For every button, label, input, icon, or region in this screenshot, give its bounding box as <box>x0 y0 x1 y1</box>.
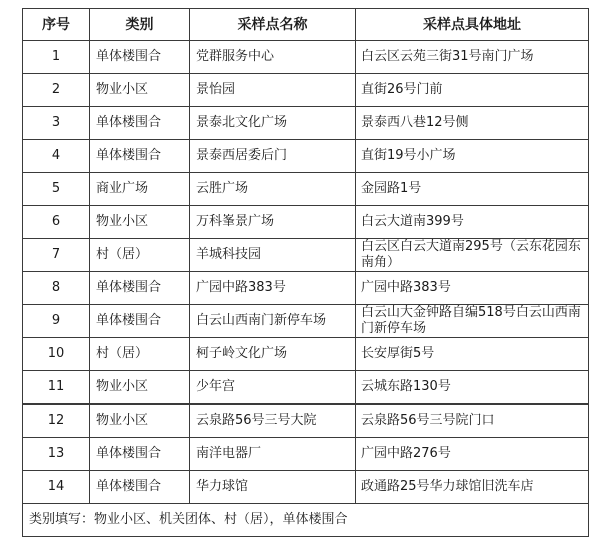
row-address: 广园中路276号 <box>356 438 589 471</box>
row-site-name: 南洋电器厂 <box>190 438 356 471</box>
row-category: 村（居） <box>90 338 190 371</box>
table-row <box>23 404 589 438</box>
header-address: 采样点具体地址 <box>356 9 589 41</box>
row-index: 3 <box>23 107 90 140</box>
table-row <box>23 173 589 206</box>
row-category: 物业小区 <box>90 404 190 438</box>
table-row <box>23 272 589 305</box>
table-row <box>23 140 589 173</box>
row-site-name: 景泰北文化广场 <box>190 107 356 140</box>
header-site-name: 采样点名称 <box>190 9 356 41</box>
row-site-name: 少年宫 <box>190 371 356 405</box>
row-index: 14 <box>23 471 90 504</box>
row-address: 直街19号小广场 <box>356 140 589 173</box>
table-row <box>23 305 589 338</box>
row-address: 白云区云苑三街31号南门广场 <box>356 41 589 74</box>
row-site-name: 云胜广场 <box>190 173 356 206</box>
row-index: 8 <box>23 272 90 305</box>
row-category: 单体楼围合 <box>90 41 190 74</box>
row-category: 单体楼围合 <box>90 140 190 173</box>
row-index: 2 <box>23 74 90 107</box>
row-category: 单体楼围合 <box>90 471 190 504</box>
row-category: 物业小区 <box>90 206 190 239</box>
row-category: 村（居） <box>90 239 190 272</box>
row-index: 12 <box>23 404 90 438</box>
table-footnote-row <box>23 504 589 537</box>
row-address: 白云区白云大道南295号（云东花园东南角） <box>356 239 589 272</box>
row-site-name: 羊城科技园 <box>190 239 356 272</box>
row-index: 6 <box>23 206 90 239</box>
row-site-name: 华力球馆 <box>190 471 356 504</box>
sampling-sites-table <box>22 8 589 537</box>
header-category: 类别 <box>90 9 190 41</box>
row-category: 单体楼围合 <box>90 305 190 338</box>
row-site-name: 党群服务中心 <box>190 41 356 74</box>
row-category: 单体楼围合 <box>90 438 190 471</box>
category-footnote: 类别填写：物业小区、机关团体、村（居），单体楼围合 <box>23 504 589 537</box>
row-index: 5 <box>23 173 90 206</box>
row-index: 9 <box>23 305 90 338</box>
row-address: 景泰西八巷12号侧 <box>356 107 589 140</box>
table-row <box>23 41 589 74</box>
row-address: 政通路25号华力球馆旧洗车店 <box>356 471 589 504</box>
header-index: 序号 <box>23 9 90 41</box>
table-row <box>23 471 589 504</box>
table-row <box>23 74 589 107</box>
row-address: 白云山大金钟路自编518号白云山西南门新停车场 <box>356 305 589 338</box>
row-site-name: 白云山西南门新停车场 <box>190 305 356 338</box>
row-site-name: 云泉路56号三号大院 <box>190 404 356 438</box>
row-category: 物业小区 <box>90 74 190 107</box>
table-row <box>23 438 589 471</box>
row-category: 单体楼围合 <box>90 272 190 305</box>
row-address: 长安厚街5号 <box>356 338 589 371</box>
row-address: 云泉路56号三号院门口 <box>356 404 589 438</box>
row-site-name: 万科峯景广场 <box>190 206 356 239</box>
row-category: 物业小区 <box>90 371 190 405</box>
table-row <box>23 206 589 239</box>
table-row <box>23 371 589 405</box>
row-index: 1 <box>23 41 90 74</box>
table-row <box>23 338 589 371</box>
row-address: 直街26号门前 <box>356 74 589 107</box>
row-site-name: 景泰西居委后门 <box>190 140 356 173</box>
row-address: 云城东路130号 <box>356 371 589 405</box>
table-row <box>23 239 589 272</box>
row-index: 7 <box>23 239 90 272</box>
row-index: 13 <box>23 438 90 471</box>
row-index: 10 <box>23 338 90 371</box>
row-index: 4 <box>23 140 90 173</box>
row-site-name: 广园中路383号 <box>190 272 356 305</box>
row-address: 金园路1号 <box>356 173 589 206</box>
row-category: 商业广场 <box>90 173 190 206</box>
row-category: 单体楼围合 <box>90 107 190 140</box>
table-header-row <box>23 9 589 41</box>
table-row <box>23 107 589 140</box>
row-address: 广园中路383号 <box>356 272 589 305</box>
row-index: 11 <box>23 371 90 405</box>
sampling-sites-sheet <box>22 8 588 537</box>
row-site-name: 景怡园 <box>190 74 356 107</box>
row-site-name: 柯子岭文化广场 <box>190 338 356 371</box>
row-address: 白云大道南399号 <box>356 206 589 239</box>
